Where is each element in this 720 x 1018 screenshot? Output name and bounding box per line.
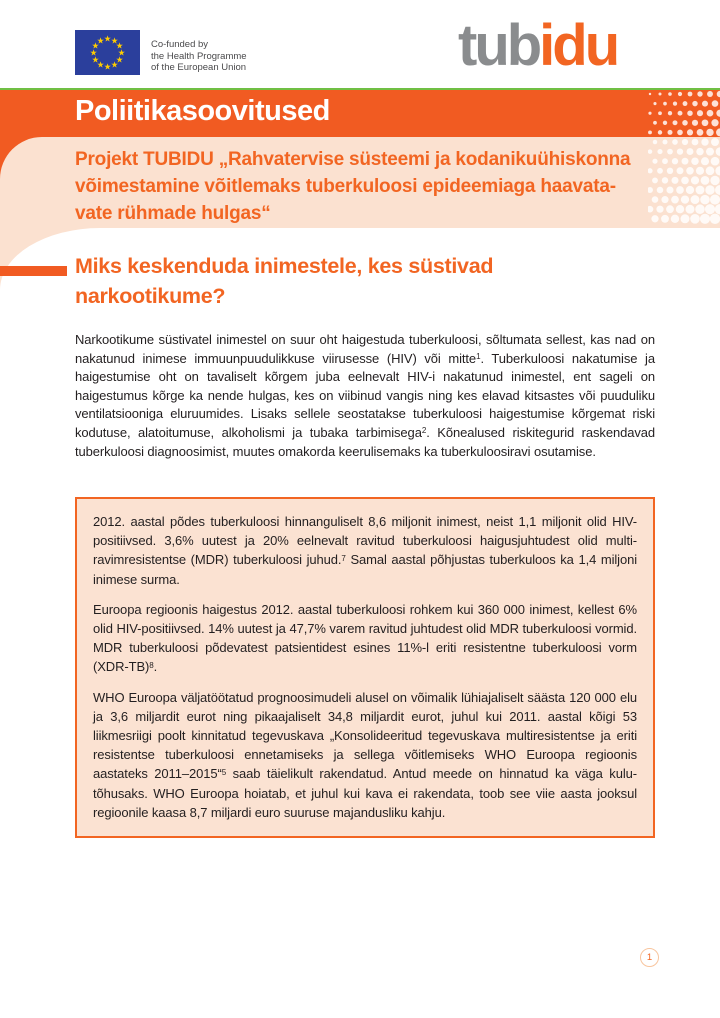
section-heading-marker	[0, 266, 67, 276]
page-title: Poliitikasoovitused	[75, 95, 330, 127]
page-number-badge: 1	[640, 948, 659, 967]
box-paragraph-3: WHO Euroopa väljatöötatud prognoosimudeli alusel on võimalik lühiajaliselt säästa 120 000 elu ja 3,6 miljardit eurot ning pikaajaliselt 34,8 miljardit eurot, juhul kui 2011. aastal kõigi 53 liikmesriigi poolt kinnitatud tegevuskava „Konsolideeritud tegevuskava multiresistentse ja eriti resistentse tuberkuloosi ennetamiseks ja sellega võitlemiseks WHO Euroopa regioonis aastateks 2011–2015“$^5$ saab täielikult rakendatud. Antud meede on hinnatud ka väga kulu-tõhusaks. WHO Euroopa hoiatab, et juhul kui kava ei rakendata, toob see viie aasta jooksul regioonile kaasa 8,7 miljardi euro suuruse majandusliku kahju.	[93, 689, 637, 820]
box-paragraph-2: Euroopa regioonis haigestus 2012. aastal tuberkuloosi rohkem kui 360 000 inimest, kellest 6% olid HIV-positiivsed. 14% uutest ja 47,7% varem ravitud juhtudest olid MDR tuberkuloosi vormid. MDR tuberkuloosi põdevatest patsientidest esines 11%-l eriti resistentne tuberkuloosi vorm $(XDR-TB)^8$.	[93, 601, 637, 675]
tubidu-logo-gray-part: tub	[458, 13, 540, 78]
svg-text:★: ★	[91, 40, 100, 51]
svg-text:★: ★	[110, 35, 119, 46]
highlight-box	[75, 497, 655, 838]
svg-text:★: ★	[115, 40, 124, 51]
intro-paragraph: Narkootikume süstivatel inimestel on suur oht haigestuda tuberkuloosi, sõltumata sellest, kas nad on nakatunud inimese immuunpuudulikkuse viirusesse (HIV) või mitte$^1$. Tuberkuloosi nakatumise ja haigestumise oht on tavaliselt kõrgem juba eelnevalt HIV-i nakatunud inimestel, ent sageli on haigestumus kõrge ka nende hulgas, kes on viibinud vangis ning kes elavad kitsastes või puuduliku ventilatsiooniga eluruumides. Lisaks sellele seostatakse tuberkuloosi haigestumise kõrgemat riski kodutuse, alatoitumuse, alkoholismi ja tubaka tarbimisega$^2$. Kõnealused riskitegurid raskendavad tuberkuloosi diagnoosimist, muutes omakorda keerulisemaks ka tuberkuloosiravi osutamise.	[75, 332, 655, 459]
halftone-dots-pattern-icon	[648, 90, 720, 228]
svg-text:★: ★	[89, 47, 98, 58]
svg-text:★: ★	[91, 54, 100, 65]
svg-text:★: ★	[103, 33, 112, 44]
tubidu-logo	[458, 13, 618, 78]
svg-text:★: ★	[115, 54, 124, 65]
eu-flag-icon	[75, 30, 140, 75]
tubidu-logo-orange-part: idu	[539, 13, 618, 78]
section-heading: Miks keskenduda inimestele, kes süstivad narkootikume?	[75, 254, 494, 308]
box-paragraph-1: 2012. aastal põdes tuberkuloosi hinnanguliselt 8,6 miljonit inimest, neist 1,1 miljonit olid HIV-positiivsed. 3,6% uutest ja 20% eelnevalt ravitud tuberkuloosi haigusjuhtudest olid multi-ravimresistentse (MDR) tuberkuloosi juhud.$^7$ Samal aastal põhjustas tuberkuloos ka 1,4 miljoni inimese surma.	[93, 514, 637, 587]
svg-text:★: ★	[96, 59, 105, 70]
svg-text:★: ★	[117, 47, 126, 58]
svg-text:★: ★	[103, 61, 112, 72]
svg-text:★: ★	[96, 35, 105, 46]
svg-text:★: ★	[110, 59, 119, 70]
banner-subtitle: Projekt TUBIDU „Rahvatervise süsteemi ja kodanikuühiskonna võimestamine võitlemaks tuberkuloosi epideemiaga haavata- vate rühmade hulgas“	[75, 149, 631, 224]
eu-cofunded-caption: Co-funded by the Health Programme of the European Union	[151, 39, 247, 73]
